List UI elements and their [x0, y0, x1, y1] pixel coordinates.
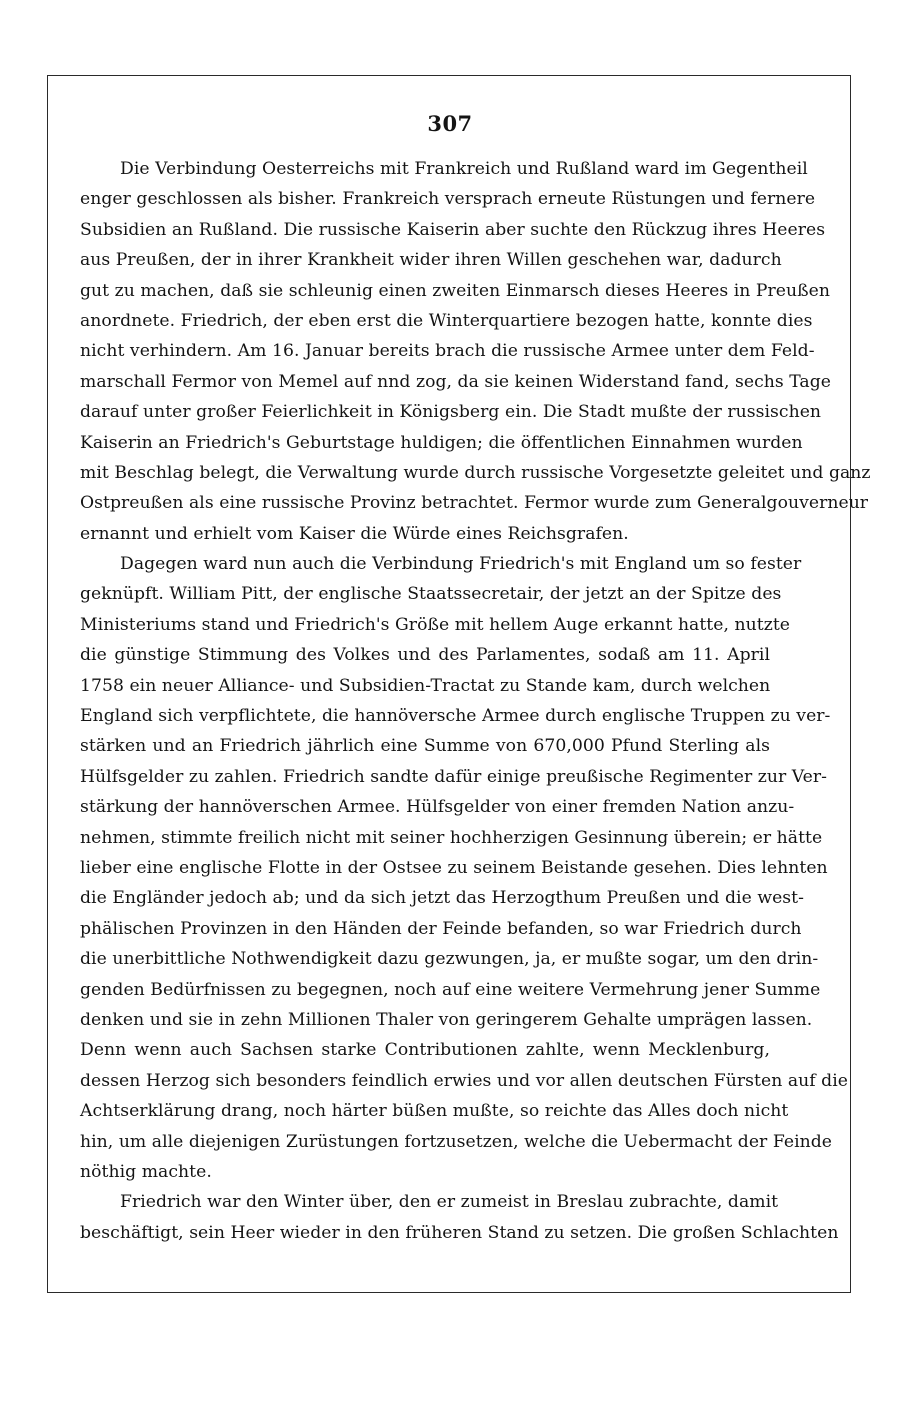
text-line: Dagegen ward nun auch die Verbindung Friedrich's mit England um so fester — [120, 554, 802, 575]
text-line: gut zu machen, daß sie schleunig einen zweiten Einmarsch dieses Heeres in Preußen — [80, 280, 830, 301]
text-line: nehmen, stimmte freilich nicht mit seiner hochherzigen Gesinnung überein; er hätte — [80, 827, 823, 848]
page-number: 307 — [427, 111, 473, 136]
text-line: 1758 ein neuer Alliance- und Subsidien-Tractat zu Stande kam, durch welchen — [80, 675, 771, 696]
text-line: aus Preußen, der in ihrer Krankheit wider ihren Willen geschehen war, dadurch — [80, 250, 782, 271]
text-line: die günstige Stimmung des Volkes und des Parlamentes, sodaß am 11. April — [80, 645, 770, 666]
text-line: Kaiserin an Friedrich's Geburtstage huldigen; die öffentlichen Einnahmen wurden — [80, 432, 803, 453]
text-line: Ostpreußen als eine russische Provinz betrachtet. Fermor wurde zum Generalgouverneur — [80, 493, 869, 514]
text-line: marschall Fermor von Memel auf nnd zog, da sie keinen Widerstand fand, sechs Tage — [80, 371, 832, 392]
text-line: darauf unter großer Feierlichkeit in Königsberg ein. Die Stadt mußte der russischen — [80, 402, 822, 423]
text-line: denken und sie in zehn Millionen Thaler von geringerem Gehalte umprägen lassen. — [80, 1009, 813, 1030]
text-line: Ministeriums stand und Friedrich's Größe mit hellem Auge erkannt hatte, nutzte — [80, 614, 790, 635]
text-line: Hülfsgelder zu zahlen. Friedrich sandte dafür einige preußische Regimenter zur Ver- — [80, 766, 827, 787]
text-line: nöthig machte. — [80, 1161, 212, 1182]
text-line: Die Verbindung Oesterreichs mit Frankreich und Rußland ward im Gegentheil — [120, 159, 808, 179]
text-line: Achtserklärung drang, noch härter büßen mußte, so reichte das Alles doch nicht — [80, 1101, 789, 1122]
text-line: hin, um alle diejenigen Zurüstungen fortzusetzen, welche die Uebermacht der Feinde — [80, 1131, 833, 1152]
text-line: die unerbittliche Nothwendigkeit dazu gezwungen, ja, er mußte sogar, um den drin- — [80, 949, 819, 970]
text-line: Friedrich war den Winter über, den er zumeist in Breslau zubrachte, damit — [120, 1192, 779, 1213]
text-line: stärkung der hannöverschen Armee. Hülfsgelder von einer fremden Nation anzu- — [80, 797, 795, 818]
text-line: dessen Herzog sich besonders feindlich erwies und vor allen deutschen Fürsten auf die — [80, 1070, 848, 1091]
text-line: Denn wenn auch Sachsen starke Contributionen zahlte, wenn Mecklenburg, — [80, 1040, 770, 1061]
text-line: genden Bedürfnissen zu begegnen, noch auf eine weitere Vermehrung jener Summe — [80, 979, 821, 1000]
text-line: anordnete. Friedrich, der eben erst die Winterquartiere bezogen hatte, konnte dies — [80, 310, 813, 331]
text-line: enger geschlossen als bisher. Frankreich versprach erneute Rüstungen und fernere — [80, 189, 816, 210]
text-line: beschäftigt, sein Heer wieder in den früheren Stand zu setzen. Die großen Schlachten — [80, 1222, 839, 1243]
text-line: stärken und an Friedrich jährlich eine Summe von 670,000 Pfund Sterling als — [80, 736, 770, 757]
text-line: die Engländer jedoch ab; und da sich jetzt das Herzogthum Preußen und die west- — [80, 888, 804, 909]
text-line: lieber eine englische Flotte in der Ostsee zu seinem Beistande gesehen. Dies lehnten — [80, 857, 828, 878]
text-line: mit Beschlag belegt, die Verwaltung wurde durch russische Vorgesetzte geleitet und ganz — [80, 462, 871, 483]
text-line: phälischen Provinzen in den Händen der Feinde befanden, so war Friedrich durch — [80, 918, 802, 939]
text-line: Subsidien an Rußland. Die russische Kaiserin aber suchte den Rückzug ihres Heeres — [80, 219, 826, 240]
text-line: geknüpft. William Pitt, der englische Staatssecretair, der jetzt an der Spitze des — [80, 584, 782, 605]
text-line: nicht verhindern. Am 16. Januar bereits brach die russische Armee unter dem Feld- — [80, 341, 815, 362]
body-text — [80, 154, 871, 1248]
text-line: ernannt und erhielt vom Kaiser die Würde eines Reichsgrafen. — [80, 523, 629, 544]
text-line: England sich verpflichtete, die hannöversche Armee durch englische Truppen zu ver- — [80, 706, 831, 727]
